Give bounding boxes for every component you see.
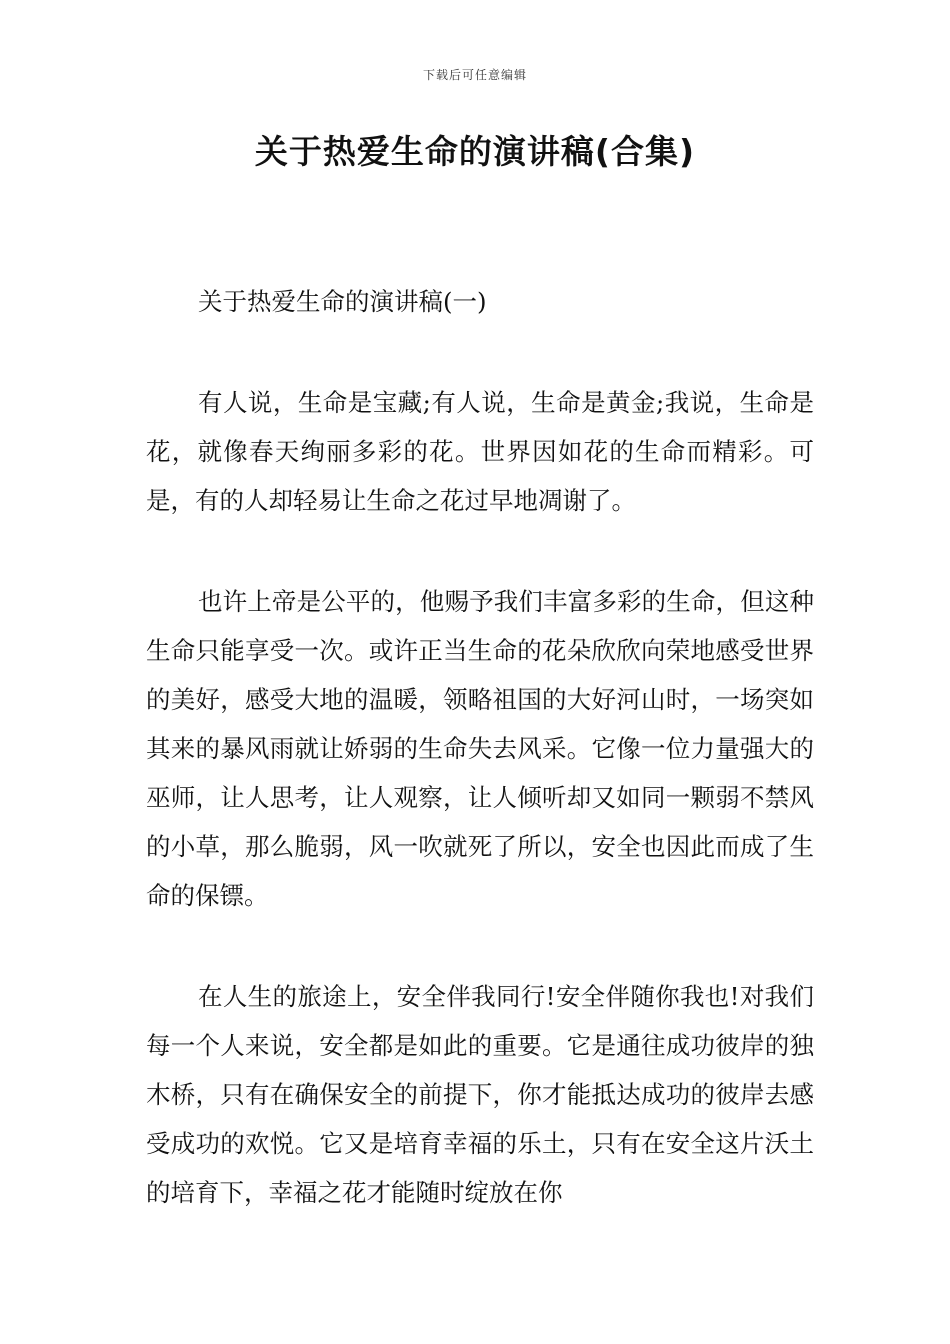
paragraph-2: 也许上帝是公平的，他赐予我们丰富多彩的生命，但这种生命只能享受一次。或许正当生命的花朵欣欣向荣地感受世界的美好，感受大地的温暖，领略祖国的大好河山时，一场突如其来的暴风雨就让娇弱的生命失去风采。它像一位力量强大的巫师，让人思考，让人观察，让人倾听却又如同一颗弱不禁风的小草，那么脆弱，风一吹就死了所以，安全也因此而成了生命的保镖。: [146, 587, 814, 910]
paragraph-3: 在人生的旅途上，安全伴我同行!安全伴随你我也!对我们每一个人来说，安全都是如此的重要。它是通往成功彼岸的独木桥，只有在确保安全的前提下，你才能抵达成功的彼岸去感受成功的欢悦。它又是培育幸福的乐土，只有在安全这片沃土的培育下，幸福之花才能随时绽放在你: [146, 982, 814, 1207]
section-subtitle: 关于热爱生命的演讲稿(一): [198, 287, 487, 316]
document-body: [146, 278, 814, 1217]
header-note: 下载后可任意编辑: [422, 68, 527, 82]
document-title: 关于热爱生命的演讲稿(合集): [254, 132, 696, 171]
paragraph-1: 有人说，生命是宝藏;有人说，生命是黄金;我说，生命是花，就像春天绚丽多彩的花。世界因如花的生命而精彩。可是，有的人却轻易让生命之花过早地凋谢了。: [146, 388, 814, 515]
